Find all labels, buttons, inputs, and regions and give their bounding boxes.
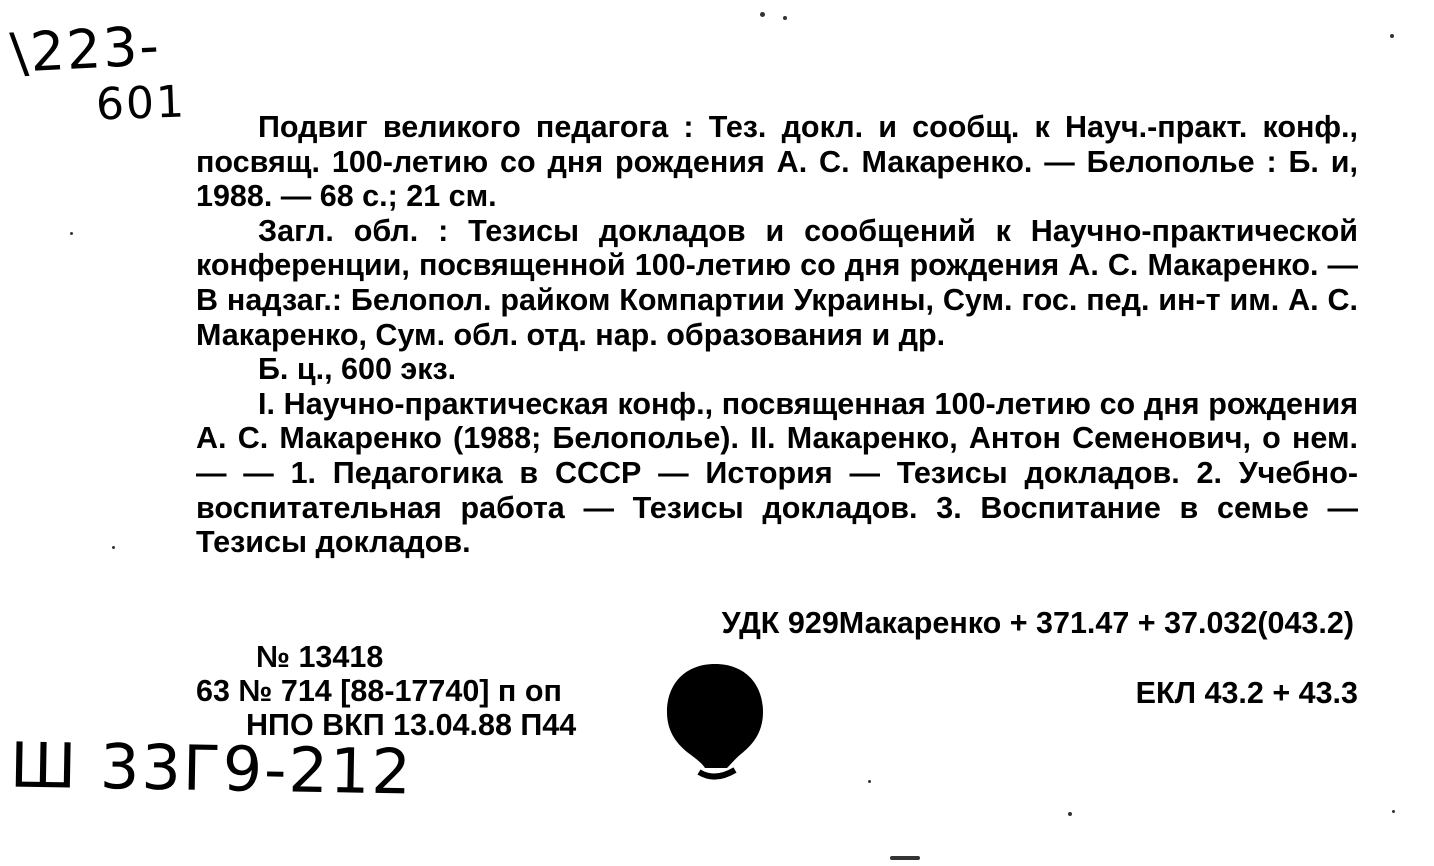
record-body: [196, 110, 1358, 560]
card-metadata: [196, 640, 576, 742]
speck: [760, 12, 765, 17]
udc-classification: УДК 929Макаренко + 371.47 + 37.032(043.2): [721, 606, 1354, 640]
subject-headings: I. Научно-практическая конф., посвященная 100-летию со дня рождения А. С. Макаренко (1988; Белополье). II. Макаренко, Антон Семенович, о нем. — — 1. Педагогика в СССР — История — Тезисы докладов. 2. Учебно-воспитательная работа — Тезисы докладов. 3. Воспитание в семье — Тезисы докладов.: [196, 386, 1358, 560]
cover-title-note: Загл. обл. : Тезисы докладов и сообщений к Научно-практической конференции, посвященной 100-летию со дня рождения А. С. Макаренко. — В надзаг.: Белопол. райком Компартии Украины, Сум. гос. пед. ин-т им. А. С. Макаренко, Сум. обл. отд. нар. образования и др.: [196, 213, 1358, 352]
speck: [868, 780, 871, 783]
publication-details: : Тез. докл. и сообщ. к Науч.-практ. конф., посвящ. 100-летию со дня рождения А. С. Макаренко. — Белополье : Б. и, 1988. — 68 с.; 21 см.: [196, 110, 1359, 214]
handwritten-call-number: \223-: [8, 14, 163, 85]
speck: [112, 546, 115, 549]
printer-info: НПО ВКП 13.04.88 П44: [246, 708, 577, 742]
speck: [1390, 34, 1394, 38]
record-number: № 13418: [256, 640, 384, 674]
order-number: 63 № 714 [88-17740] п оп: [196, 674, 562, 708]
handwritten-shelf-mark: Ш 33Г9-212: [9, 728, 414, 809]
speck: [783, 16, 787, 20]
speck: [70, 232, 73, 235]
handwritten-call-number-suffix: 601: [95, 76, 187, 131]
ink-blot: [665, 660, 765, 782]
price-note: Б. ц., 600 экз.: [258, 352, 457, 387]
ekl-classification: ЕКЛ 43.2 + 43.3: [1135, 676, 1358, 710]
record-title: Подвиг великого педагога: [258, 110, 669, 144]
speck: [1392, 810, 1395, 813]
title-statement: [196, 110, 1358, 214]
speck: [890, 856, 920, 860]
speck: [1068, 812, 1072, 816]
